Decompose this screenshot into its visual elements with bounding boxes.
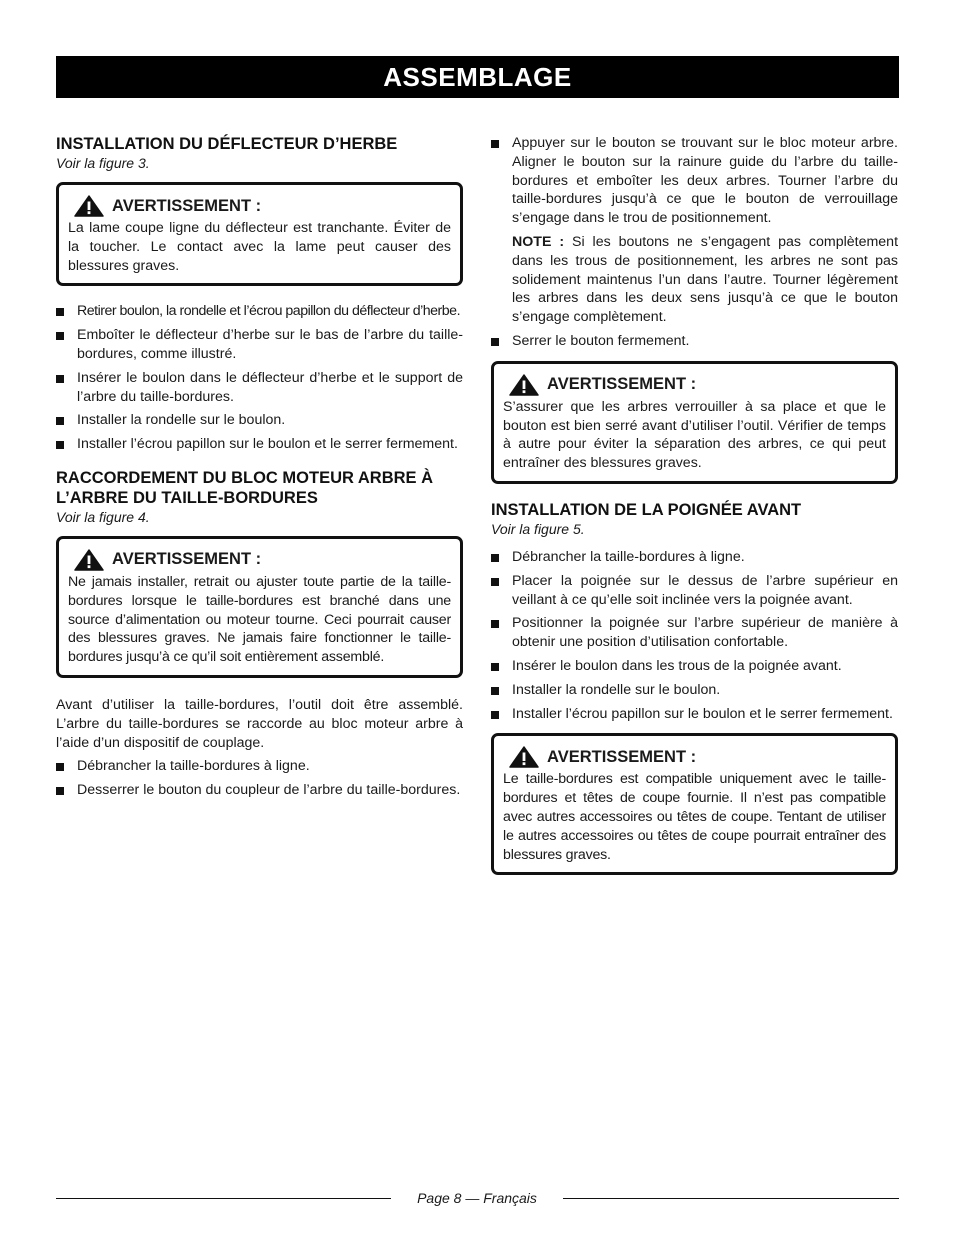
warning-triangle-icon bbox=[509, 746, 539, 768]
warning-title: AVERTISSEMENT : bbox=[547, 747, 697, 766]
figure-reference: Voir la figure 3. bbox=[56, 155, 150, 171]
instruction-list bbox=[491, 548, 898, 723]
warning-text: S’assurer que les arbres verrouiller à sa place et que le bouton est bien serré avant d’utiliser l’outil. Vérifier de temps à autre pour éviter la séparation des arbres, ce qui peut entraîner des blessures graves. bbox=[503, 398, 886, 472]
note-text: Si les boutons ne s’engagent pas complètement dans les trous de positionnement, les arbres ne sont pas solidement maintenus l’un dans l’autre. Tourner légèrement les arbres dans les deux sens jusqu’à ce que le bouton s’engage complètement. bbox=[512, 233, 899, 326]
list-item: Débrancher la taille-bordures à ligne. bbox=[56, 757, 463, 776]
list-item: Insérer le boulon dans le déflecteur d’herbe et le support de l’arbre du taille-bordures. bbox=[56, 369, 463, 407]
list-item: Appuyer sur le bouton se trouvant sur le bloc moteur arbre. Aligner le bouton sur la rainure guide du l’arbre du taille-bordures et emboîter les deux arbres. Tourner l’arbre du taille-bordures jusqu’à ce que le bouton de verrouillage s’engage dans le trou de positionnement. bbox=[491, 134, 898, 228]
list-item: Insérer le boulon dans les trous de la poignée avant. bbox=[491, 657, 898, 676]
page-footer: Page 8 — Français bbox=[417, 1190, 537, 1206]
list-item: Retirer boulon, la rondelle et l’écrou papillon du déflecteur d’herbe. bbox=[56, 302, 463, 321]
figure-reference: Voir la figure 5. bbox=[491, 520, 585, 537]
section-heading-coupling: RACCORDEMENT DU BLOC MOTEUR ARBRE À L’ARBRE DU TAILLE-BORDURES bbox=[56, 468, 434, 507]
footer-rule-left bbox=[56, 1198, 391, 1199]
warning-box bbox=[491, 361, 898, 484]
warning-title: AVERTISSEMENT : bbox=[547, 375, 697, 394]
page-title: ASSEMBLAGE bbox=[56, 56, 899, 98]
list-item: Installer l’écrou papillon sur le boulon et le serrer fermement. bbox=[56, 435, 463, 454]
note-label: NOTE : bbox=[512, 233, 565, 250]
warning-title: AVERTISSEMENT : bbox=[112, 196, 262, 215]
list-item: Installer la rondelle sur le boulon. bbox=[491, 681, 898, 700]
warning-box bbox=[56, 182, 463, 286]
warning-text: Ne jamais installer, retrait ou ajuster toute partie de la taille-bordures lorsque le taille-bordures est branché dans une source d’alimentation ou moteur tourne. Ceci pourrait causer des blessures graves. Ne jamais faire fonctionner le taille-bordures jusqu’à ce qu’il soit entièrement assemblé. bbox=[68, 573, 451, 666]
list-item: Serrer le bouton fermement. bbox=[491, 332, 898, 351]
list-item: Positionner la poignée sur l’arbre supérieur de manière à obtenir une position d’utilisation confortable. bbox=[491, 614, 898, 652]
warning-title: AVERTISSEMENT : bbox=[112, 550, 262, 569]
section-heading-front-handle: INSTALLATION DE LA POIGNÉE AVANT bbox=[491, 500, 802, 519]
warning-triangle-icon bbox=[74, 195, 104, 217]
warning-triangle-icon bbox=[74, 549, 104, 571]
instruction-list bbox=[491, 332, 898, 351]
instruction-list bbox=[56, 757, 463, 800]
figure-reference: Voir la figure 4. bbox=[56, 508, 150, 525]
instruction-list bbox=[491, 134, 898, 228]
warning-triangle-icon bbox=[509, 374, 539, 396]
warning-text: La lame coupe ligne du déflecteur est tranchante. Éviter de la toucher. Le contact avec la lame peut causer des blessures graves. bbox=[68, 220, 451, 274]
list-item: Emboîter le déflecteur d’herbe sur le bas de l’arbre du taille-bordures, comme illustré. bbox=[56, 326, 463, 364]
instruction-list bbox=[56, 302, 463, 454]
list-item: Débrancher la taille-bordures à ligne. bbox=[491, 548, 898, 567]
footer-rule-right bbox=[563, 1198, 899, 1199]
list-item: Installer la rondelle sur le boulon. bbox=[56, 411, 463, 430]
warning-box bbox=[491, 733, 898, 875]
list-item: Installer l’écrou papillon sur le boulon et le serrer fermement. bbox=[491, 705, 898, 724]
body-paragraph: Avant d’utiliser la taille-bordures, l’outil doit être assemblé. L’arbre du taille-bordures se raccorde au bloc moteur arbre à l’aide d’un dispositif de couplage. bbox=[56, 696, 463, 751]
right-column bbox=[491, 134, 898, 891]
list-item: Desserrer le bouton du coupleur de l’arbre du taille-bordures. bbox=[56, 781, 463, 800]
warning-box bbox=[56, 536, 463, 678]
list-item: Placer la poignée sur le dessus de l’arbre supérieur en veillant à ce qu’elle soit inclinée vers la poignée avant. bbox=[491, 572, 898, 610]
warning-text: Le taille-bordures est compatible uniquement avec le taille-bordures et têtes de coupe fournie. Il n’est pas compatible avec autres accessoires ou têtes de coupe. Tentant de utiliser le autres accessoires ou têtes de coupe pourrait entraîner des blessures graves. bbox=[503, 771, 886, 863]
left-column bbox=[56, 134, 463, 805]
section-heading-deflector: INSTALLATION DU DÉFLECTEUR D’HERBE bbox=[56, 135, 398, 153]
note-paragraph bbox=[512, 233, 898, 327]
